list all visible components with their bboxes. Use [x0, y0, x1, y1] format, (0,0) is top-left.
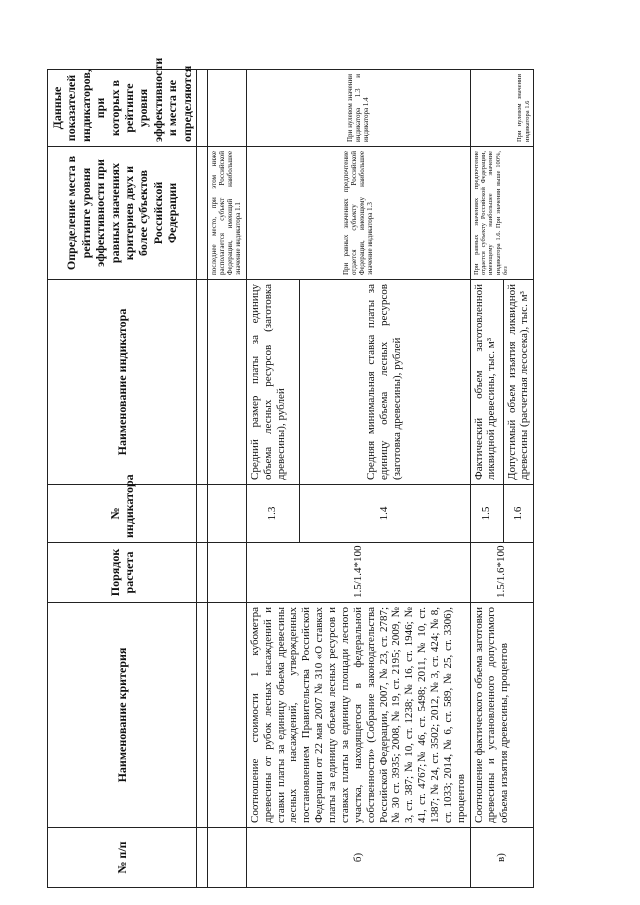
row-b-criterion: Соотношение стоимости 1 кубометра древесины от рубок лесных насаждений и ставки платы за единицу объема древесины лесных насаждений, утвержденных постановлением Правительства Российской Федерации от 22 мая 2007 № 310 «О ставках платы за единицу объема лесных ресурсов и ставках платы за единицу площади лесного участка, находящегося в федеральной собственности» (Собрание законодательства Российской Федерации, 2007, № 23, ст. 2787; № 30 ст. 3935; 2008, № 19, ст. 2195; 2009, № 3, ст. 387; № 10, ст. 1238; № 16, ст. 1946; № 41, ст. 4767;№ 46, ст. 5498; 2011, № 10, ст. 1387; № 24, ст. 3502; 2012, № 3, ст. 424; № 8, ст. 1033; 2014, № 6, ст. 589, № 25, ст. 3306), процентов: [246, 603, 470, 828]
spacer-cell: [196, 70, 207, 147]
rotated-document-page: [47, 57, 573, 888]
spacer-cell: [196, 147, 207, 280]
spacer-cell: [196, 828, 207, 888]
row-b-num: б): [246, 828, 470, 888]
row-b-indicator-1-name: Средний размер платы за единицу объема лесных ресурсов (заготовка древесины), рублей: [246, 280, 299, 485]
carry-no-data: [207, 70, 246, 147]
spacer-cell: [196, 280, 207, 485]
carry-num: [207, 828, 246, 888]
row-b-no-data: При нулевом значении индикатора 1.3 и индикатора 1.4: [246, 70, 470, 147]
table-row-b-1: [246, 70, 299, 888]
table-row-carryover: [207, 70, 246, 888]
row-b-indicator-2-name: Средняя минимальная ставка платы за единицу объема лесных ресурсов (заготовка древесины), рублей: [299, 280, 470, 485]
carry-order: [207, 543, 246, 603]
row-v-order: 1.5/1.6*100: [470, 543, 534, 603]
row-v-criterion: Соотношение фактического объема заготовки древесины и установленного допустимого объема изъятия древесины, процентов: [470, 603, 534, 828]
criteria-table: [47, 57, 534, 888]
spacer-cell: [196, 543, 207, 603]
header-num: № п/п: [48, 828, 197, 888]
carry-place-definition: последнее место, при этом ниже располагается субъект Российской Федерации, имеющий наибольшее значение индикатора 1.1: [207, 147, 246, 280]
row-v-indicator-1-num: 1.5: [470, 485, 503, 543]
row-b-order: 1.5/1.4*100: [246, 543, 470, 603]
row-b-indicator-2-num: 1.4: [299, 485, 470, 543]
row-v-place-definition: При равных значениях предпочтение отдается субъекту Российской Федерации, имеющему наибольшее значение индикатора 1.6. При значении выше 100%, без: [470, 147, 534, 280]
row-v-indicator-2-num: 1.6: [503, 485, 534, 543]
header-indicator-num: № индикатора: [48, 485, 197, 543]
row-v-num: в): [470, 828, 534, 888]
header-row: [48, 70, 197, 888]
column-number-row: [196, 70, 207, 888]
header-order: Порядок расчета: [48, 543, 197, 603]
row-v-no-data: При нулевом значении индикатора 1.6: [470, 70, 534, 147]
carry-indicator-num: [207, 485, 246, 543]
row-b-place-definition: При равных значениях предпочтение отдается субъекту Российской Федерации, имеющему наибольшее значение индикатора 1.3: [246, 147, 470, 280]
carry-criterion: [207, 603, 246, 828]
header-indicator-name: Наименование индикатора: [48, 280, 197, 485]
spacer-cell: [196, 485, 207, 543]
row-v-indicator-2-name: Допустимый объем изъятия ликвидной древесины (расчетная лесосека), тыс. м³: [503, 280, 534, 485]
row-b-indicator-1-num: 1.3: [246, 485, 299, 543]
table-row-v-1: [470, 70, 503, 888]
carry-indicator-name: [207, 280, 246, 485]
header-no-data: Данные показателей индикаторов, при которых в рейтинге уровня эффективности и места не определяются: [48, 70, 197, 147]
header-place-definition: Определение места в рейтинге уровня эффективности при равных значениях критериев двух и более субъектов Российской Федерации: [48, 147, 197, 280]
header-criterion: Наименование критерия: [48, 603, 197, 828]
spacer-cell: [196, 603, 207, 828]
row-v-indicator-1-name: Фактический объем заготовленной ликвидной древесины, тыс. м³: [470, 280, 503, 485]
